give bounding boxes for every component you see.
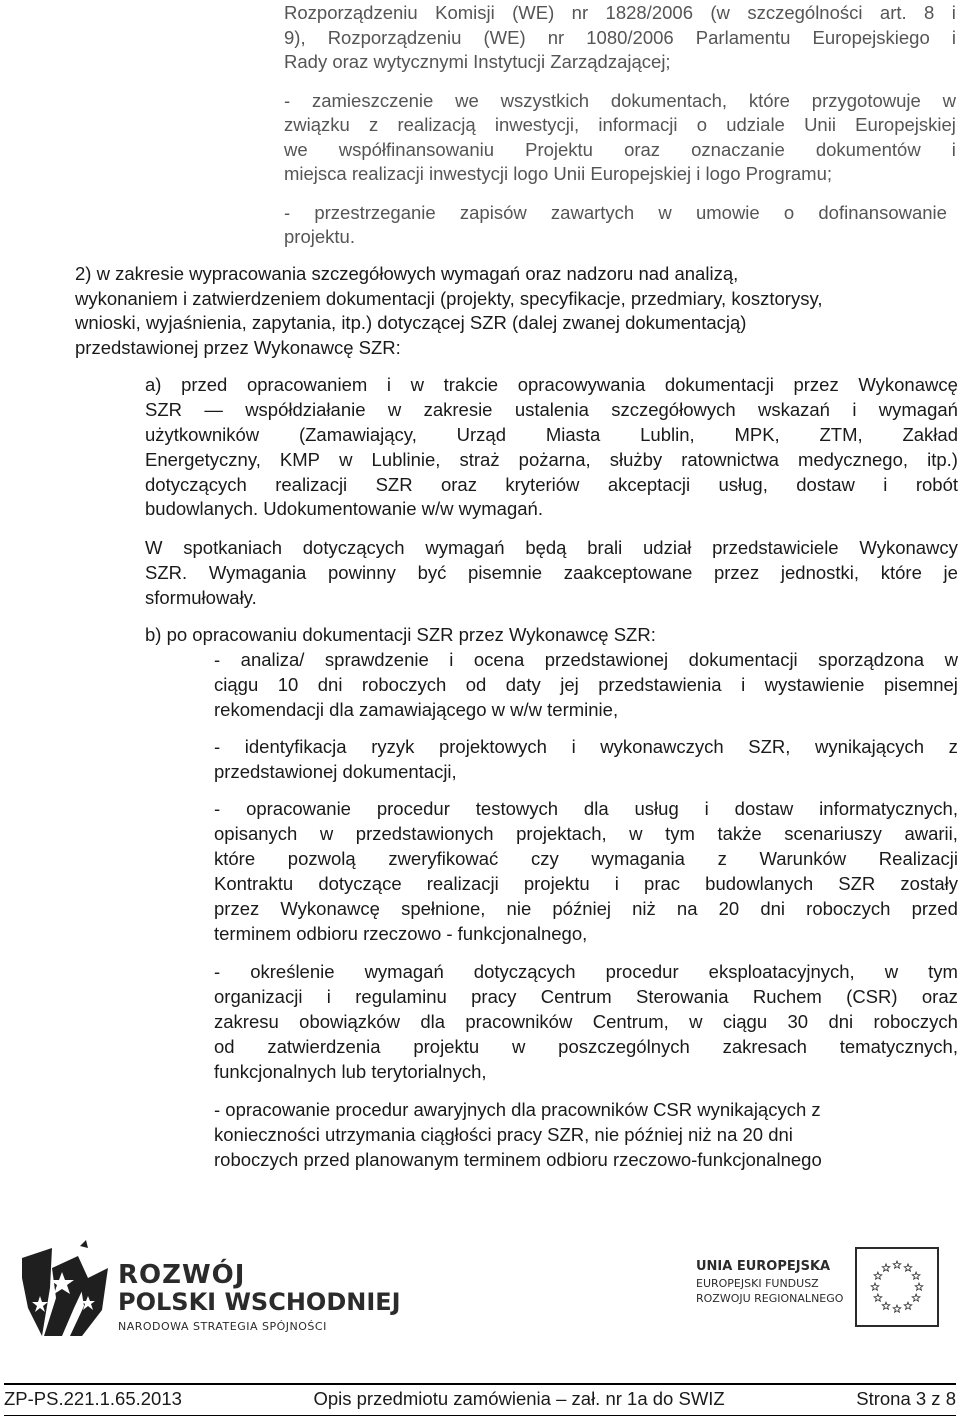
text-line: miejsca realizacji inwestycji logo Unii Europejskiej i logo Programu;	[284, 163, 833, 184]
stars-emblem-icon	[22, 1238, 112, 1338]
text-line: - opracowanie procedur awaryjnych dla pracowników CSR wynikających z	[214, 1099, 821, 1120]
text-line: od zatwierdzenia projektu w poszczególnych zakresach tematycznych,	[214, 1036, 958, 1057]
text-line: dotyczących realizacji SZR oraz kryteriów akceptacji usług, dostaw i robót	[145, 474, 958, 495]
text-line: 2) w zakresie wypracowania szczegółowych wymagań oraz nadzoru nad analizą,	[75, 263, 739, 284]
text-line: wnioski, wyjaśnienia, zapytania, itp.) dotyczącej SZR (dalej zwanej dokumentacją)	[75, 312, 747, 333]
text-line: projektu.	[284, 226, 355, 247]
footer-bottom-rule	[4, 1415, 956, 1416]
text-line: przedstawionej przez Wykonawcę SZR:	[75, 337, 401, 358]
text-line: b) po opracowaniu dokumentacji SZR przez Wykonawcę SZR:	[145, 624, 656, 645]
text-line: - przestrzeganie zapisów zawartych w umowie o dofinansowanie	[284, 202, 947, 223]
logo-rpw-line2: POLSKI WSCHODNIEJ	[118, 1288, 401, 1316]
logo-rpw-line3: NARODOWA STRATEGIA SPÓJNOŚCI	[118, 1320, 327, 1333]
footer-page-number: Strona 3 z 8	[856, 1388, 956, 1409]
rozwoj-polski-wschodniej-logo	[22, 1238, 422, 1338]
eu-stars-icon	[857, 1249, 937, 1325]
logo-ue-line2: EUROPEJSKI FUNDUSZ	[696, 1277, 819, 1290]
text-line: - analiza/ sprawdzenie i ocena przedstawionej dokumentacji sporządzona w	[214, 649, 958, 670]
eu-flag-icon	[855, 1247, 939, 1327]
text-line: funkcjonalnych lub terytorialnych,	[214, 1061, 487, 1082]
text-line: - określenie wymagań dotyczących procedur eksploatacyjnych, w tym	[214, 961, 958, 982]
text-line: 9), Rozporządzeniu (WE) nr 1080/2006 Parlamentu Europejskiego i	[284, 27, 956, 48]
text-line: SZR — współdziałanie w zakresie ustalenia szczegółowych wskazań i wymagań	[145, 399, 958, 420]
text-line: - identyfikacja ryzyk projektowych i wykonawczych SZR, wynikających z	[214, 736, 958, 757]
text-line: zakresu obowiązków dla pracowników Centrum, w ciągu 30 dni roboczych	[214, 1011, 958, 1032]
text-line: które pozwolą zweryfikować czy wymagania z Warunków Realizacji	[214, 848, 958, 869]
logo-ue-line1: UNIA EUROPEJSKA	[696, 1259, 831, 1274]
text-line: wykonaniem i zatwierdzeniem dokumentacji (projekty, specyfikacje, przedmiary, kosztorysy,	[75, 288, 823, 309]
logo-ue-line3: ROZWOJU REGIONALNEGO	[696, 1292, 844, 1305]
eu-logo	[690, 1247, 945, 1327]
footer-title: Opis przedmiotu zamówienia – zał. nr 1a do SWIZ	[313, 1388, 725, 1409]
text-line: ciągu 10 dni roboczych od daty jej przedstawienia i wystawienie pisemnej	[214, 674, 958, 695]
text-line: - opracowanie procedur testowych dla usług i dostaw informatycznych,	[214, 798, 958, 819]
text-line: Rozporządzeniu Komisji (WE) nr 1828/2006 (w szczególności art. 8 i	[284, 2, 956, 23]
footer-reference: ZP-PS.221.1.65.2013	[4, 1388, 182, 1409]
text-line: organizacji i regulaminu pracy Centrum Sterowania Ruchem (CSR) oraz	[214, 986, 958, 1007]
text-line: użytkowników (Zamawiający, Urząd Miasta Lublin, MPK, ZTM, Zakład	[145, 424, 958, 445]
page-footer	[4, 1384, 956, 1414]
text-line: konieczności utrzymania ciągłości pracy SZR, nie później niż na 20 dni	[214, 1124, 793, 1145]
text-line: sformułowały.	[145, 587, 257, 608]
text-line: W spotkaniach dotyczących wymagań będą brali udział przedstawiciele Wykonawcy	[145, 537, 958, 558]
text-line: we współfinansowaniu Projektu oraz oznaczanie dokumentów i	[284, 139, 956, 160]
text-line: budowlanych. Udokumentowanie w/w wymagań.	[145, 498, 543, 519]
logo-rpw-line1: ROZWÓJ	[118, 1260, 246, 1290]
text-line: a) przed opracowaniem i w trakcie opracowywania dokumentacji przez Wykonawcę	[145, 374, 958, 395]
text-line: opisanych w przedstawionych projektach, w tym także scenariuszy awarii,	[214, 823, 958, 844]
text-line: Kontraktu dotyczące realizacji projektu i prac budowlanych SZR zostały	[214, 873, 958, 894]
text-line: Energetyczny, KMP w Lublinie, straż pożarna, służby ratownictwa medycznego, itp.)	[145, 449, 958, 470]
text-line: roboczych przed planowanym terminem odbioru rzeczowo-funkcjonalnego	[214, 1149, 822, 1170]
text-line: rekomendacji dla zamawiającego w w/w terminie,	[214, 699, 619, 720]
text-line: SZR. Wymagania powinny być pisemnie zaakceptowane przez jednostki, które je	[145, 562, 958, 583]
text-line: Rady oraz wytycznymi Instytucji Zarządzającej;	[284, 51, 671, 72]
text-line: przez Wykonawcę spełnione, nie później niż na 20 dni roboczych przed	[214, 898, 958, 919]
text-line: terminem odbioru rzeczowo - funkcjonalnego,	[214, 923, 588, 944]
text-line: - zamieszczenie we wszystkich dokumentach, które przygotowuje w	[284, 90, 956, 111]
text-line: przedstawionej dokumentacji,	[214, 761, 457, 782]
text-line: związku z realizacją inwestycji, informacji o udziale Unii Europejskiej	[284, 114, 956, 135]
